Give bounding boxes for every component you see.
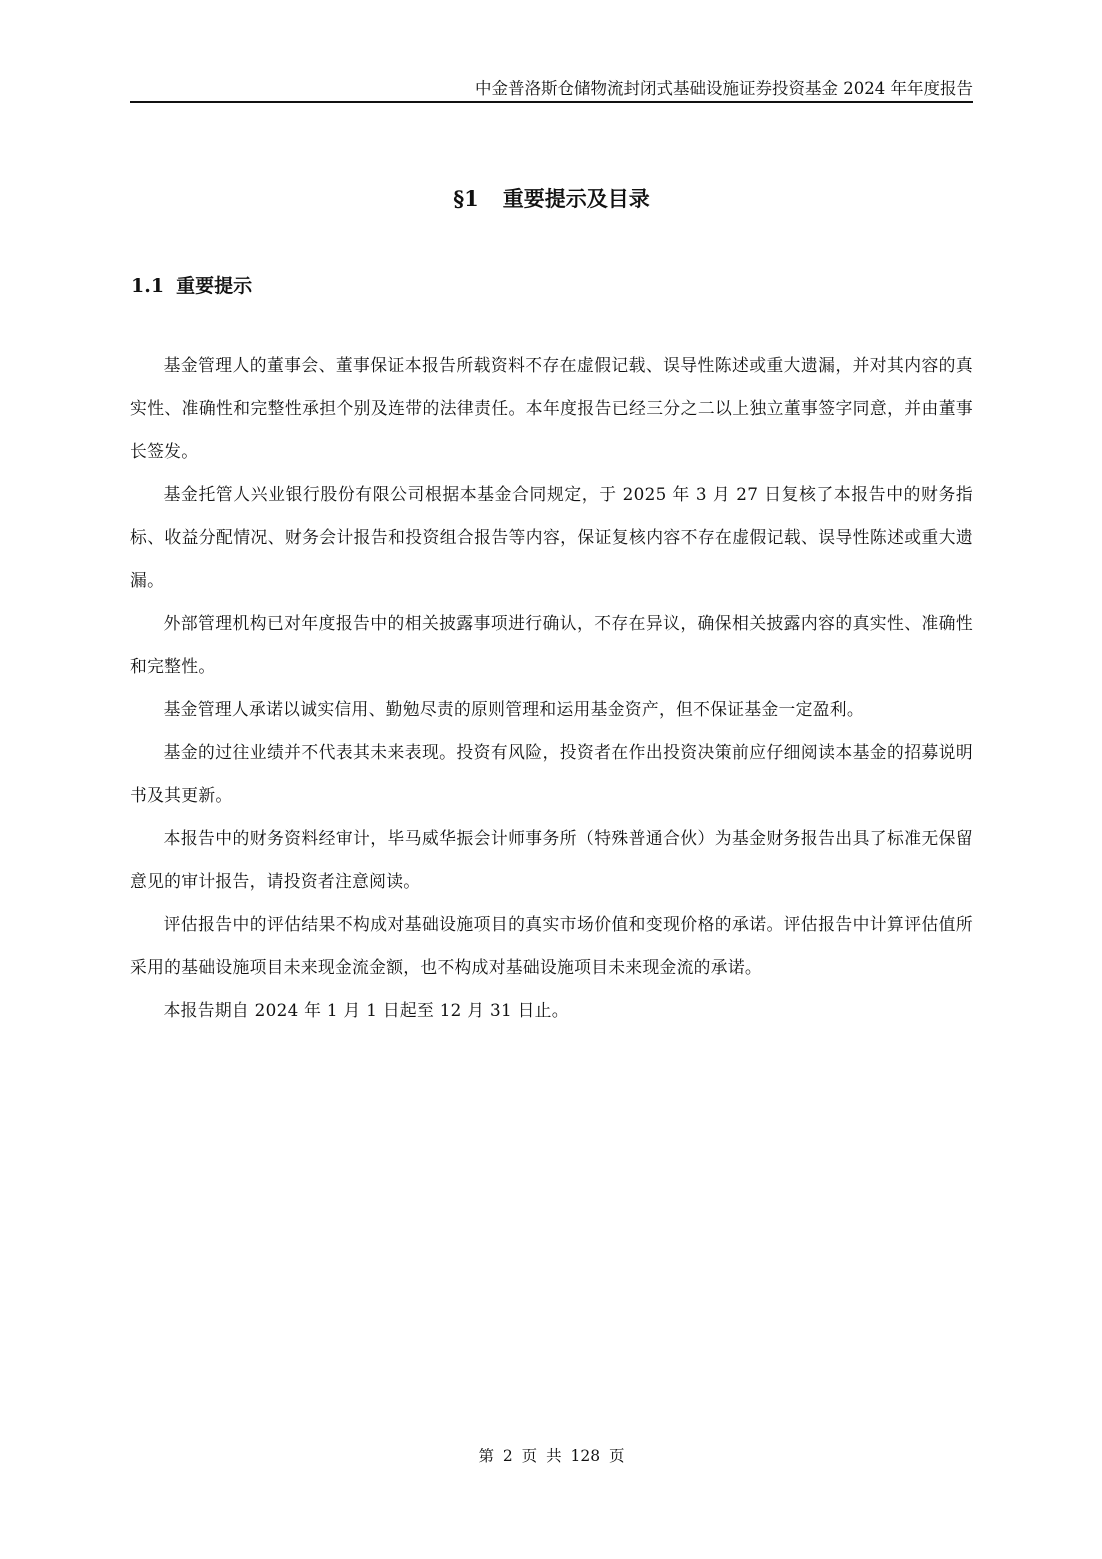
subsection-number: 1.1 [131, 275, 165, 297]
subsection-heading [131, 272, 252, 300]
paragraph-board-assurance: 基金管理人的董事会、董事保证本报告所载资料不存在虚假记载、误导性陈述或重大遗漏，并对其内容的真实性、准确性和完整性承担个别及连带的法律责任。本年度报告已经三分之二以上独立董事签字同意，并由董事长签发。 [130, 355, 973, 461]
section-number: §1 [453, 186, 479, 211]
paragraph-external-manager: 外部管理机构已对年度报告中的相关披露事项进行确认，不存在异议，确保相关披露内容的真实性、准确性和完整性。 [130, 613, 973, 676]
running-header: 中金普洛斯仓储物流封闭式基础设施证券投资基金 2024 年年度报告 [475, 79, 973, 98]
section-heading [130, 184, 973, 214]
paragraph-audit: 本报告中的财务资料经审计，毕马威华振会计师事务所（特殊普通合伙）为基金财务报告出具了标准无保留意见的审计报告，请投资者注意阅读。 [130, 828, 973, 891]
body-text [130, 344, 973, 1032]
header-rule [130, 101, 973, 103]
paragraph-reporting-period: 本报告期自 2024 年 1 月 1 日起至 12 月 31 日止。 [163, 1000, 569, 1020]
paragraph-custodian-review: 基金托管人兴业银行股份有限公司根据本基金合同规定，于 2025 年 3 月 27 日复核了本报告中的财务指标、收益分配情况、财务会计报告和投资组合报告等内容，保证复核内容不存在虚假记载、误导性陈述或重大遗漏。 [130, 484, 973, 590]
paragraph-manager-commitment: 基金管理人承诺以诚实信用、勤勉尽责的原则管理和运用基金资产，但不保证基金一定盈利。 [163, 699, 864, 719]
paragraph-risk-warning: 基金的过往业绩并不代表其未来表现。投资有风险，投资者在作出投资决策前应仔细阅读本基金的招募说明书及其更新。 [130, 742, 973, 805]
paragraph-valuation: 评估报告中的评估结果不构成对基础设施项目的真实市场价值和变现价格的承诺。评估报告中计算评估值所采用的基础设施项目未来现金流金额，也不构成对基础设施项目未来现金流的承诺。 [130, 914, 973, 977]
section-title: 重要提示及目录 [502, 186, 650, 211]
subsection-title: 重要提示 [176, 275, 253, 297]
page-number: 第 2 页 共 128 页 [478, 1447, 625, 1465]
